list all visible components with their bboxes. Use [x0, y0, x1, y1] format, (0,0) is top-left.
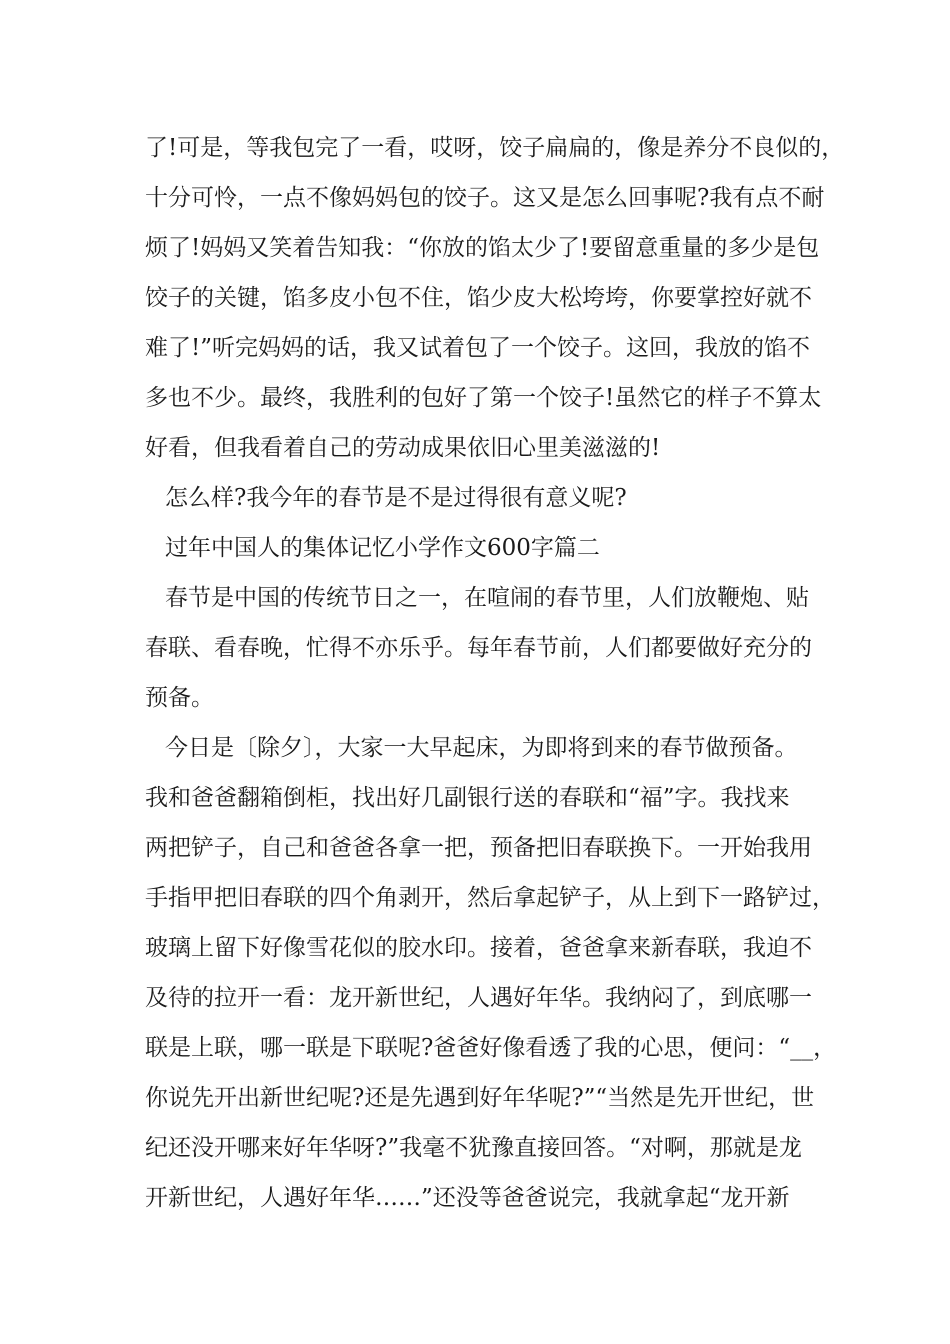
section-heading: 过年中国人的集体记忆小学作文600字篇二: [165, 535, 600, 561]
text-line: 联是上联，哪一联是下联呢?爸爸好像看透了我的心思，便问：“__，: [145, 1035, 837, 1061]
text-line: 及待的拉开一看：龙开新世纪，人遇好年华。我纳闷了，到底哪一: [145, 985, 812, 1011]
text-line: 春联、看春晚，忙得不亦乐乎。每年春节前，人们都要做好充分的: [145, 635, 812, 661]
text-line: 今日是〔除夕〕，大家一大早起床，为即将到来的春节做预备。: [165, 735, 798, 761]
text-line: 好看，但我看着自己的劳动成果依旧心里美滋滋的!: [145, 435, 661, 461]
text-line: 饺子的关键，馅多皮小包不住，馅少皮大松垮垮，你要掌控好就不: [145, 285, 812, 311]
text-line: 手指甲把旧春联的四个角剥开，然后拿起铲子，从上到下一路铲过，: [145, 885, 835, 911]
text-line: 怎么样?我今年的春节是不是过得很有意义呢?: [165, 485, 627, 511]
text-line: 烦了!妈妈又笑着告知我：“你放的馅太少了!要留意重量的多少是包: [145, 235, 820, 261]
text-line: 纪还没开哪来好年华呀?”我毫不犹豫直接回答。“对啊，那就是龙: [145, 1135, 802, 1161]
text-line: 春节是中国的传统节日之一，在喧闹的春节里，人们放鞭炮、贴: [165, 585, 809, 611]
text-line: 多也不少。最终，我胜利的包好了第一个饺子!虽然它的样子不算太: [145, 385, 822, 411]
text-line: 预备。: [145, 685, 214, 711]
text-line: 开新世纪，人遇好年华……”还没等爸爸说完，我就拿起“龙开新: [145, 1185, 790, 1211]
text-line: 我和爸爸翻箱倒柜，找出好几副银行送的春联和“福”字。我找来: [145, 785, 790, 811]
text-line: 玻璃上留下好像雪花似的胶水印。接着，爸爸拿来新春联，我迫不: [145, 935, 812, 961]
text-line: 两把铲子，自己和爸爸各拿一把，预备把旧春联换下。一开始我用: [145, 835, 812, 861]
text-line: 难了!”听完妈妈的话，我又试着包了一个饺子。这回，我放的馅不: [145, 335, 811, 361]
text-line: 十分可怜，一点不像妈妈包的饺子。这又是怎么回事呢?我有点不耐: [145, 185, 825, 211]
text-line: 了!可是，等我包完了一看，哎呀，饺子扁扁的，像是养分不良似的，: [145, 135, 845, 161]
text-line: 你说先开出新世纪呢?还是先遇到好年华呢?”“当然是先开世纪，世: [145, 1085, 815, 1111]
